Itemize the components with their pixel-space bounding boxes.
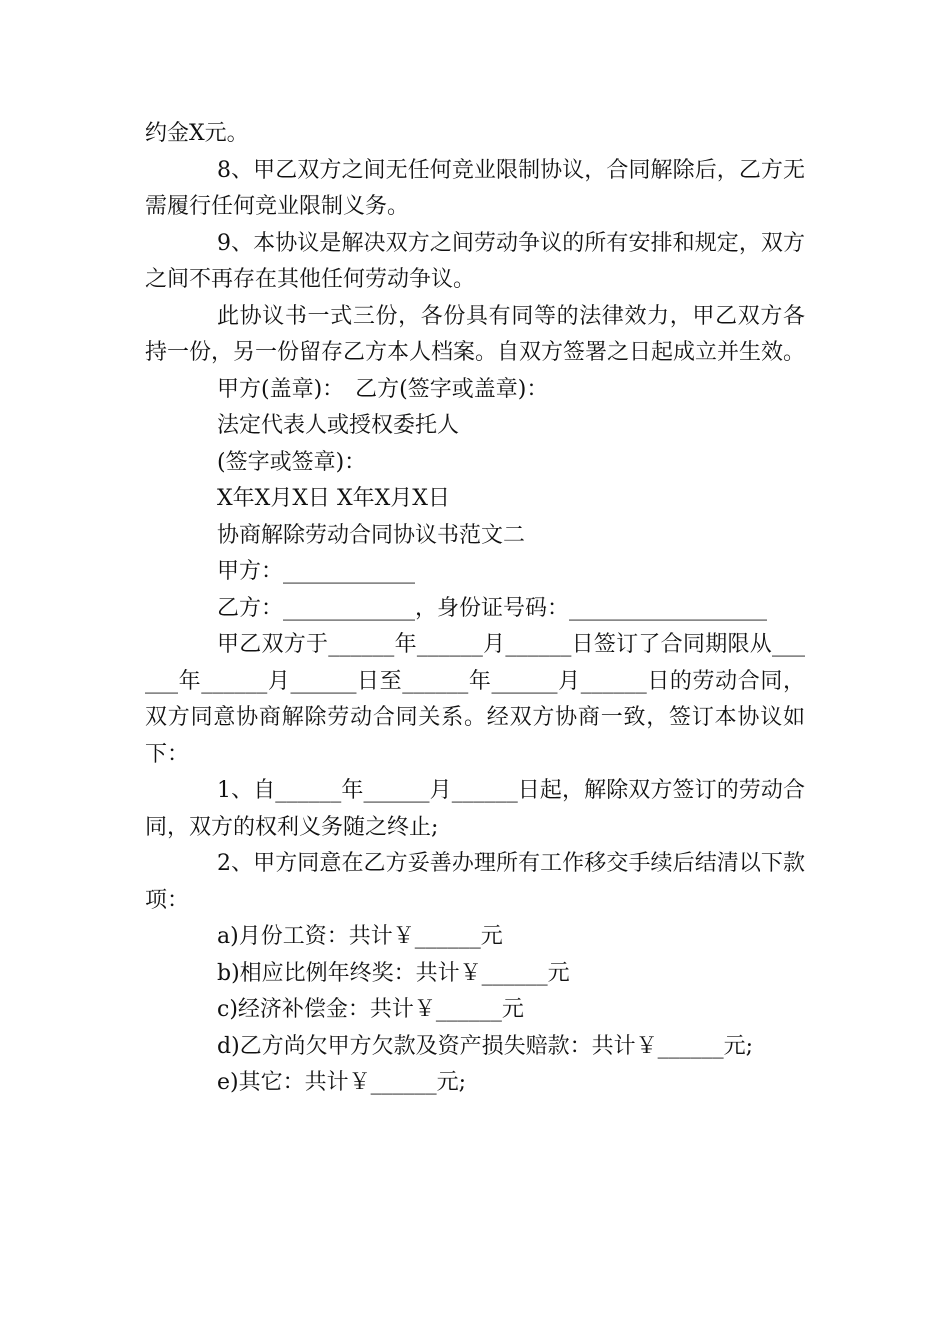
signature-parties-line: 甲方(盖章)： 乙方(签字或盖章)： <box>217 376 549 402</box>
signature-label-line: (签字或签章)： <box>217 449 367 475</box>
payment-item-e: e)其它：共计￥______元; <box>217 1070 467 1095</box>
clause-1: 1、自______年______月______日起，解除双方签订的劳动合同，双方的权利义务随之终止; <box>145 778 805 840</box>
legal-representative-line: 法定代表人或授权委托人 <box>217 413 460 438</box>
clause-9: 9、本协议是解决双方之间劳动争议的所有安排和规定，双方之间不再存在其他任何劳动争议。 <box>145 230 805 292</box>
signature-date-line: X年X月X日 X年X月X日 <box>217 486 450 511</box>
document-body <box>145 116 805 1102</box>
payment-item-d: d)乙方尚欠甲方欠款及资产损失赔款：共计￥______元; <box>217 1033 754 1059</box>
payment-item-b: b)相应比例年终奖：共计￥______元 <box>217 960 570 986</box>
clause-2: 2、甲方同意在乙方妥善办理所有工作移交手续后结清以下款项： <box>145 851 805 913</box>
payment-item-c: c)经济补偿金：共计￥______元 <box>217 997 524 1022</box>
sample-two-title: 协商解除劳动合同协议书范文二 <box>217 522 526 548</box>
paragraph-penalty-end: 约金X元。 <box>145 121 249 146</box>
contract-intro-paragraph: 甲乙双方于______年______月______日签订了合同期限从______年______月______日至______年______月______日的劳动合同，双方同意协商解除劳动合同关系。经双方协商一致，签订本协议如下： <box>145 632 805 767</box>
clause-8: 8、甲乙双方之间无任何竞业限制协议，合同解除后，乙方无需履行任何竞业限制义务。 <box>145 157 805 219</box>
party-a-line: 甲方：____________ <box>217 559 416 584</box>
party-b-line: 乙方：____________，身份证号码：__________________ <box>217 595 768 621</box>
payment-item-a: a)月份工资：共计￥______元 <box>217 924 503 949</box>
copies-clause: 此协议书一式三份，各份具有同等的法律效力，甲乙双方各持一份，另一份留存乙方本人档案。自双方签署之日起成立并生效。 <box>145 303 806 365</box>
